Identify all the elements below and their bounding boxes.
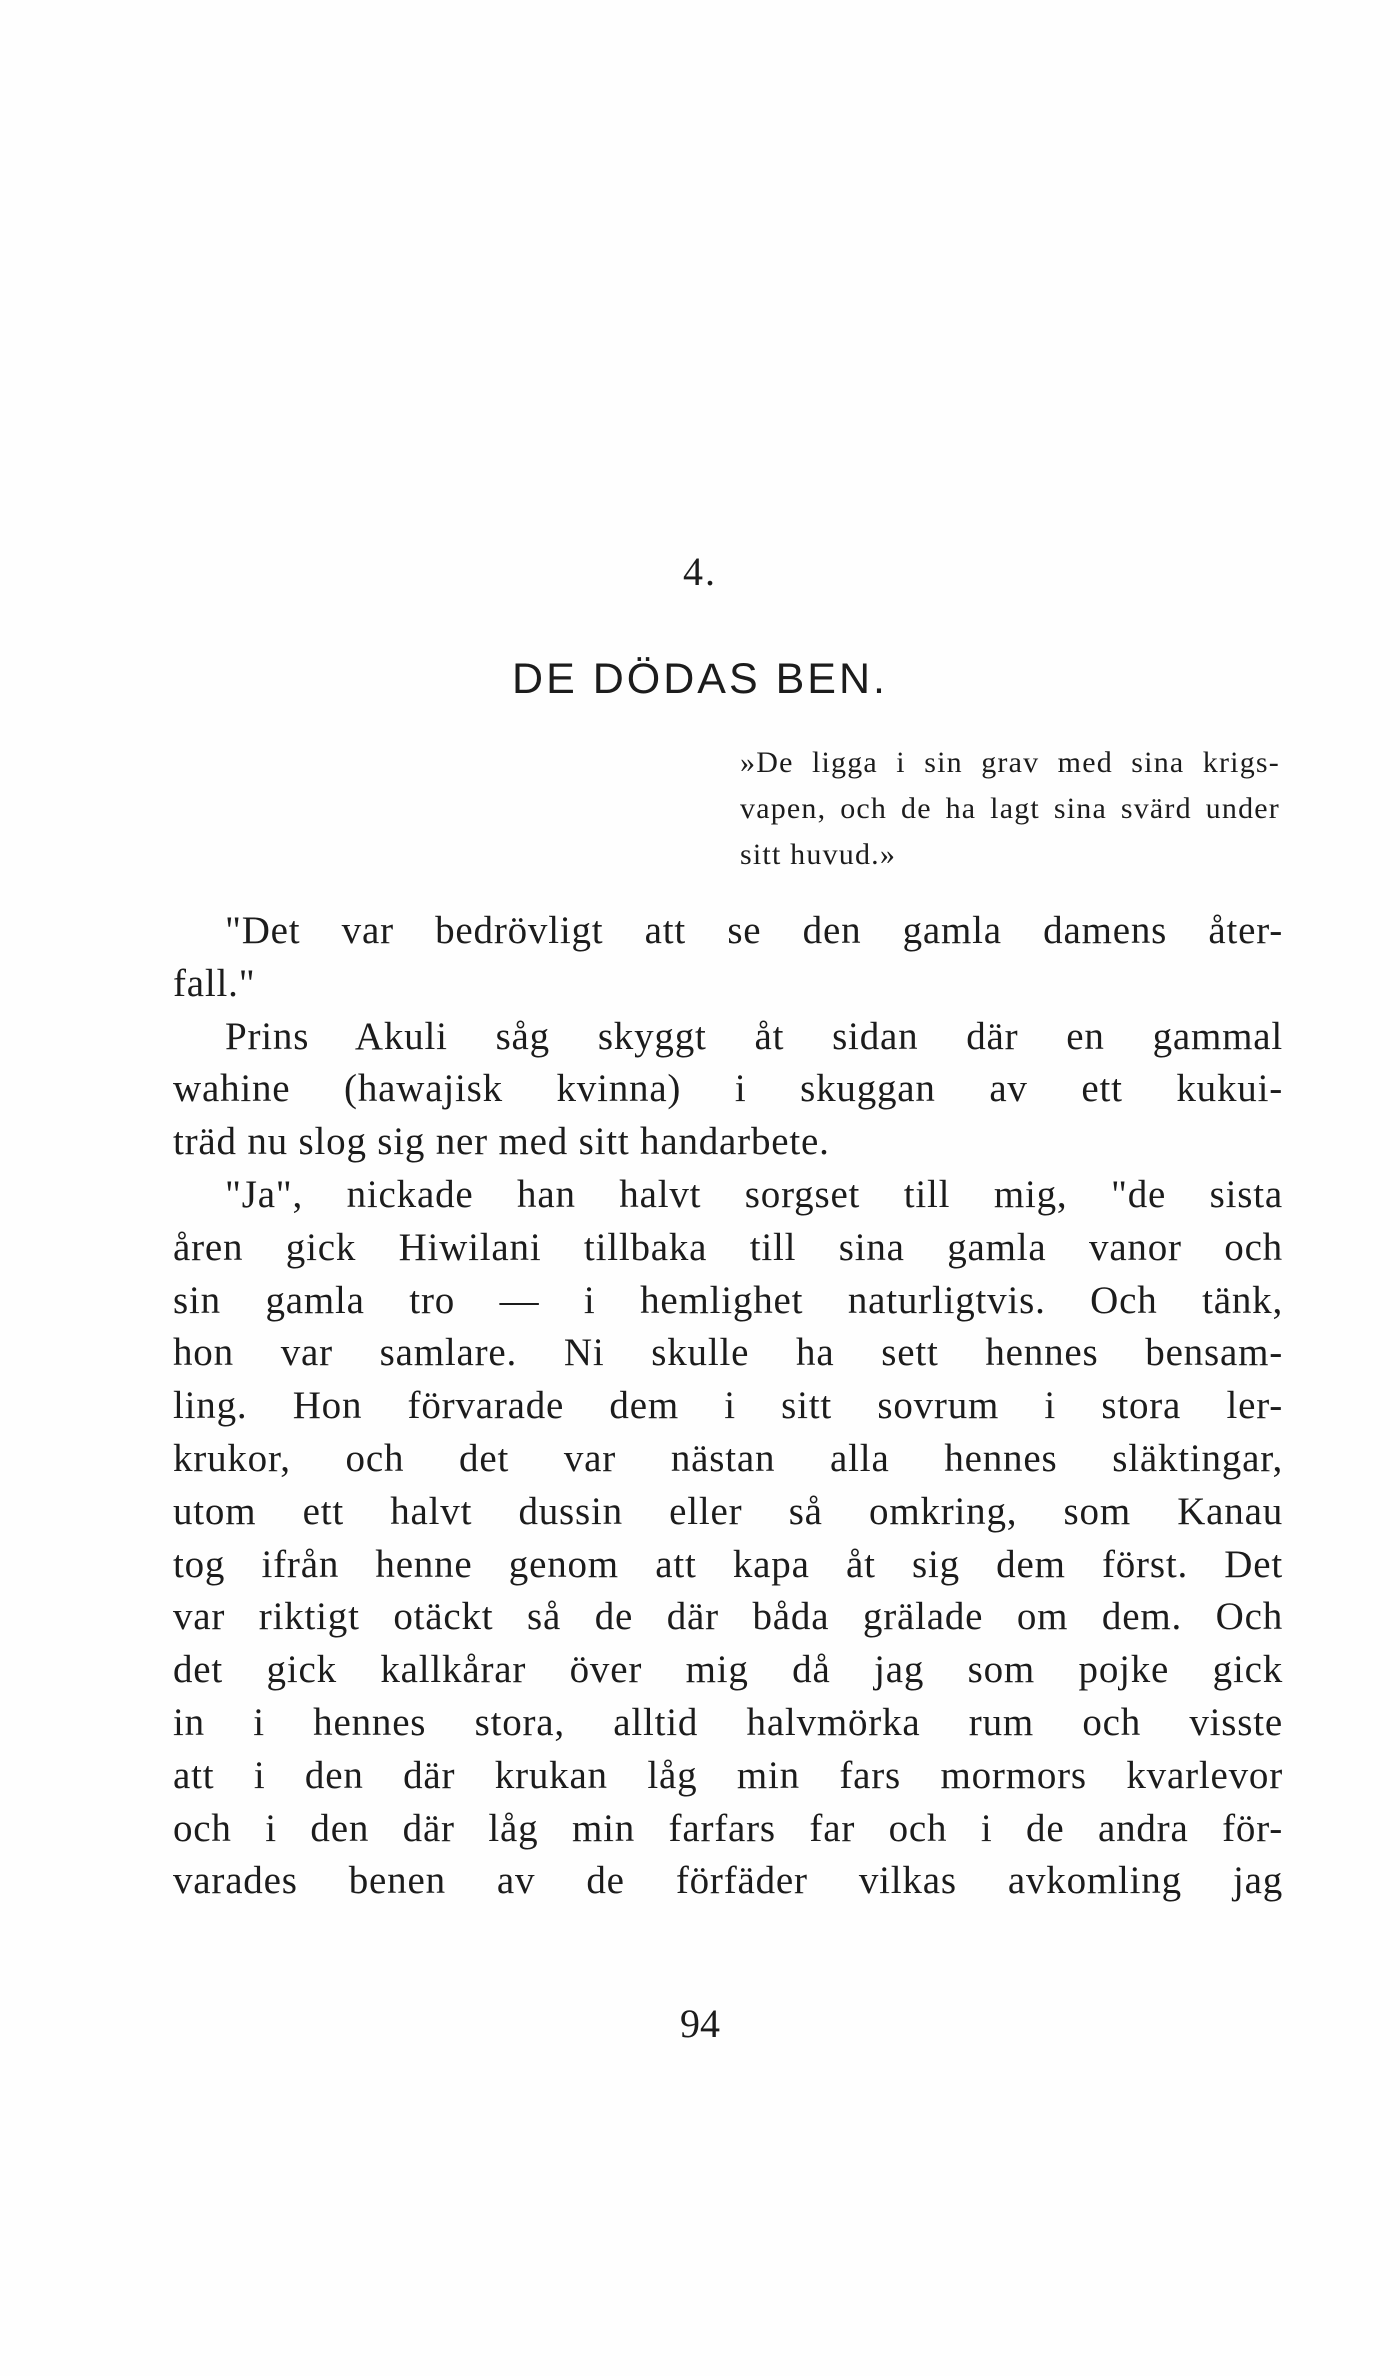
epigraph-line: sitt huvud.» (740, 838, 897, 871)
text-line: krukor, och det var nästan alla hennes släktingar, (173, 1436, 1283, 1480)
epigraph-line: vapen, och de ha lagt sina svärd under (740, 792, 1280, 825)
text-line: åren gick Hiwilani tillbaka till sina gamla vanor och (173, 1225, 1283, 1269)
chapter-title: DE DÖDAS BEN. (512, 655, 888, 703)
text-line: sin gamla tro — i hemlighet naturligtvis. Och tänk, (173, 1278, 1283, 1322)
text-line: och i den där låg min farfars far och i de andra för- (173, 1806, 1283, 1850)
page-number: 94 (680, 2001, 720, 2046)
epigraph (740, 740, 1280, 878)
text-line: varades benen av de förfäder vilkas avkomling jag (173, 1859, 1283, 1903)
text-line: Prins Akuli såg skyggt åt sidan där en gammal (225, 1014, 1283, 1058)
text-line: wahine (hawajisk kvinna) i skuggan av ett kukui- (173, 1067, 1283, 1111)
text-line: träd nu slog sig ner med sitt handarbete. (173, 1120, 830, 1164)
body-text (173, 905, 1283, 1908)
text-line: hon var samlare. Ni skulle ha sett hennes bensam- (173, 1331, 1283, 1375)
text-line: det gick kallkårar över mig då jag som pojke gick (173, 1648, 1283, 1692)
text-line: fall." (173, 961, 256, 1005)
text-line: tog ifrån henne genom att kapa åt sig dem först. Det (173, 1542, 1283, 1586)
text-line: ling. Hon förvarade dem i sitt sovrum i stora ler- (173, 1384, 1283, 1428)
epigraph-line: »De ligga i sin grav med sina krigs- (740, 746, 1280, 779)
chapter-number: 4. (683, 549, 717, 594)
text-line: "Ja", nickade han halvt sorgset till mig, "de sista (225, 1172, 1283, 1216)
text-line: in i hennes stora, alltid halvmörka rum och visste (173, 1700, 1283, 1744)
text-line: utom ett halvt dussin eller så omkring, som Kanau (173, 1489, 1283, 1533)
text-line: att i den där krukan låg min fars mormors kvarlevor (173, 1753, 1283, 1797)
text-line: "Det var bedrövligt att se den gamla damens åter- (225, 909, 1283, 952)
text-line: var riktigt otäckt så de där båda grälade om dem. Och (173, 1595, 1283, 1639)
